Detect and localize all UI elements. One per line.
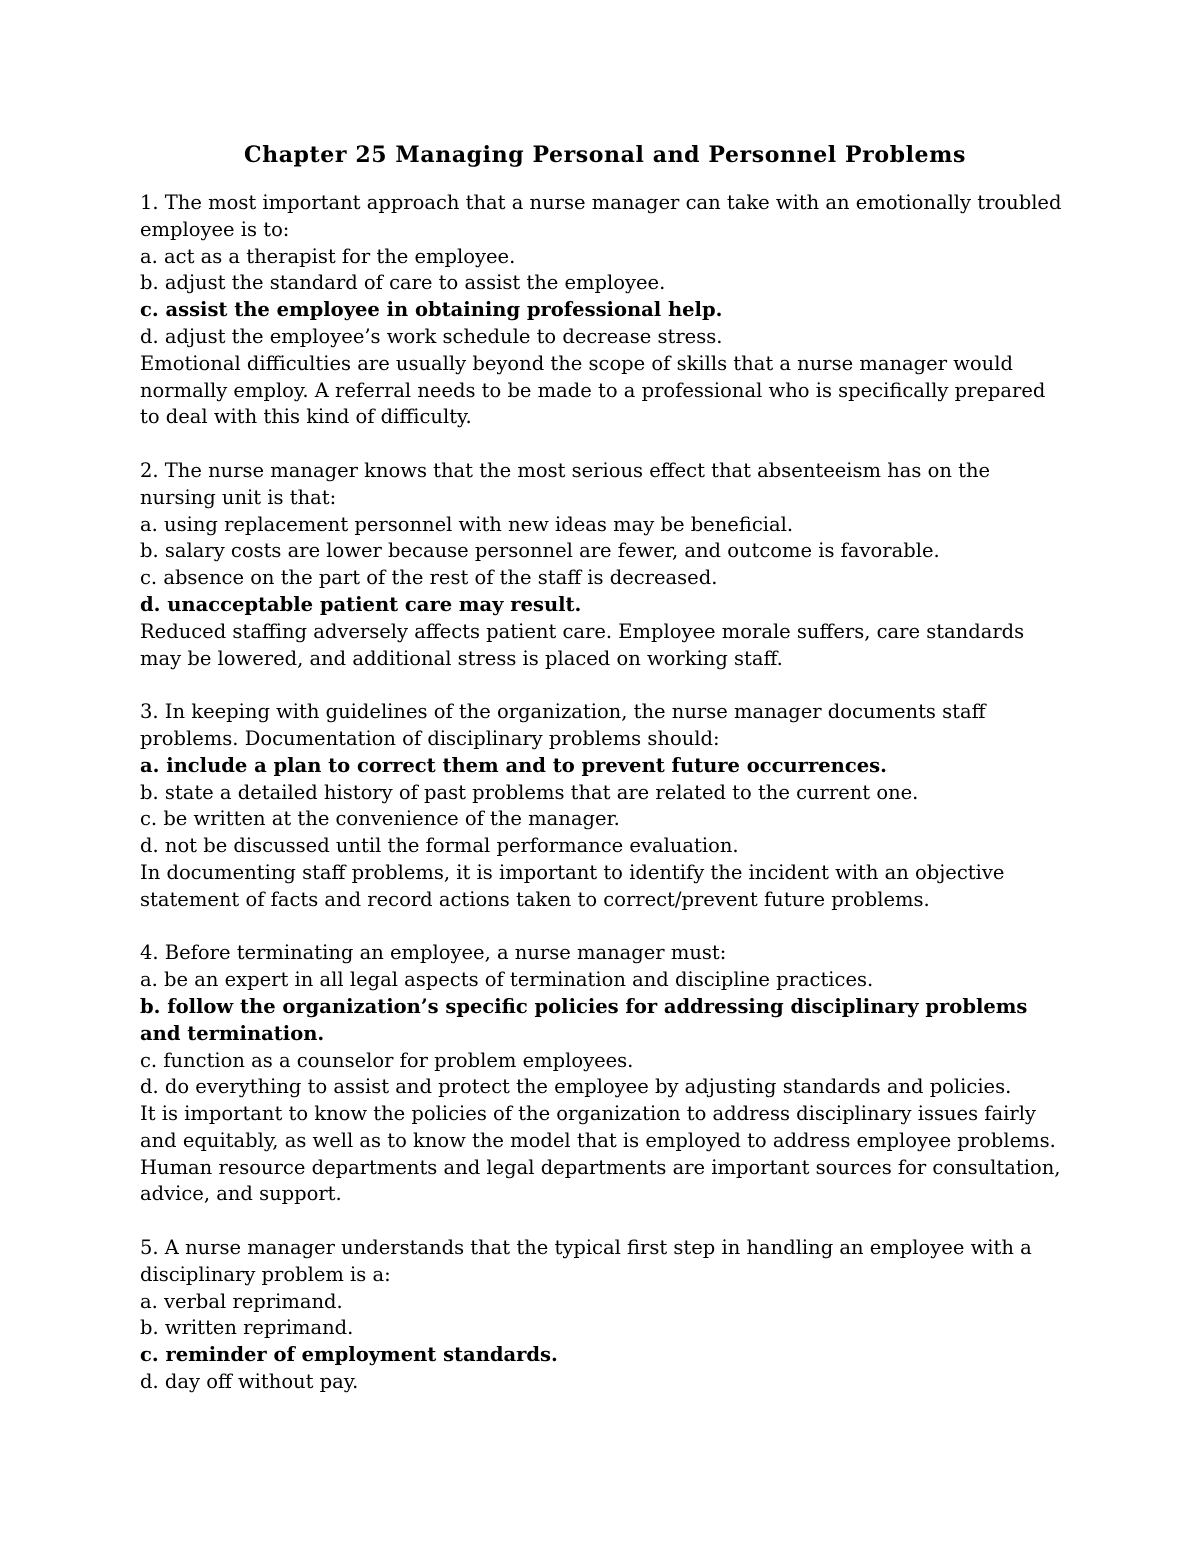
answer-option-c: c. function as a counselor for problem employees. <box>140 1048 634 1072</box>
answer-rationale: In documenting staff problems, it is important to identify the incident with an objective statement of facts and record actions taken to correct/prevent future problems. <box>140 860 1005 911</box>
question-3 <box>140 699 1070 913</box>
answer-option-d: d. do everything to assist and protect the employee by adjusting standards and policies. <box>140 1075 1012 1099</box>
answer-option-d: d. adjust the employee’s work schedule to decrease stress. <box>140 324 723 348</box>
page-title: Chapter 25 Managing Personal and Personnel Problems <box>243 142 967 168</box>
answer-option-a: a. be an expert in all legal aspects of termination and discipline practices. <box>140 968 874 992</box>
answer-option-b: b. state a detailed history of past problems that are related to the current one. <box>140 780 919 804</box>
question-stem: 2. The nurse manager knows that the most serious effect that absenteeism has on the nursing unit is that: <box>140 458 991 509</box>
answer-option-b: b. written reprimand. <box>140 1316 354 1340</box>
answer-option-c: c. absence on the part of the rest of the staff is decreased. <box>140 566 718 590</box>
question-5 <box>140 1235 1070 1396</box>
answer-rationale: Reduced staffing adversely affects patient care. Employee morale suffers, care standards may be lowered, and additional stress is placed on working staff. <box>140 619 1025 670</box>
answer-option-b: b. salary costs are lower because personnel are fewer, and outcome is favorable. <box>140 539 940 563</box>
question-stem: 4. Before terminating an employee, a nurse manager must: <box>140 941 727 965</box>
document-page <box>140 140 1070 1423</box>
answer-option-c: c. be written at the convenience of the manager. <box>140 807 620 831</box>
answer-option-d: d. day off without pay. <box>140 1370 359 1394</box>
correct-answer-option-d: d. unacceptable patient care may result. <box>140 592 582 616</box>
answer-rationale: Emotional difficulties are usually beyond the scope of skills that a nurse manager would normally employ. A referral needs to be made to a professional who is specifically prepared to deal with this kind of difficulty. <box>140 351 1046 429</box>
correct-answer-option-c: c. assist the employee in obtaining professional help. <box>140 298 723 322</box>
question-4 <box>140 940 1070 1208</box>
answer-option-d: d. not be discussed until the formal performance evaluation. <box>140 834 739 858</box>
question-stem: 1. The most important approach that a nurse manager can take with an emotionally troubled employee is to: <box>140 191 1062 241</box>
correct-answer-option-a: a. include a plan to correct them and to prevent future occurrences. <box>140 753 887 777</box>
question-2 <box>140 458 1070 672</box>
question-1 <box>140 190 1070 431</box>
answer-option-a: a. verbal reprimand. <box>140 1289 343 1313</box>
answer-rationale: It is important to know the policies of the organization to address disciplinary issues fairly and equitably, as well as to know the model that is employed to address employee problems. Human resource departments and legal departments are important sources for consultation, advice, and support. <box>140 1102 1061 1206</box>
answer-option-a: a. act as a therapist for the employee. <box>140 244 516 268</box>
answer-option-a: a. using replacement personnel with new ideas may be beneficial. <box>140 512 794 536</box>
correct-answer-option-b: b. follow the organization’s specific policies for addressing disciplinary problems and termination. <box>140 994 1028 1045</box>
question-stem: 3. In keeping with guidelines of the organization, the nurse manager documents staff problems. Documentation of disciplinary problems should: <box>140 700 986 750</box>
answer-option-b: b. adjust the standard of care to assist the employee. <box>140 271 666 295</box>
correct-answer-option-c: c. reminder of employment standards. <box>140 1343 558 1367</box>
question-stem: 5. A nurse manager understands that the typical first step in handling an employee with a disciplinary problem is a: <box>140 1236 1032 1286</box>
